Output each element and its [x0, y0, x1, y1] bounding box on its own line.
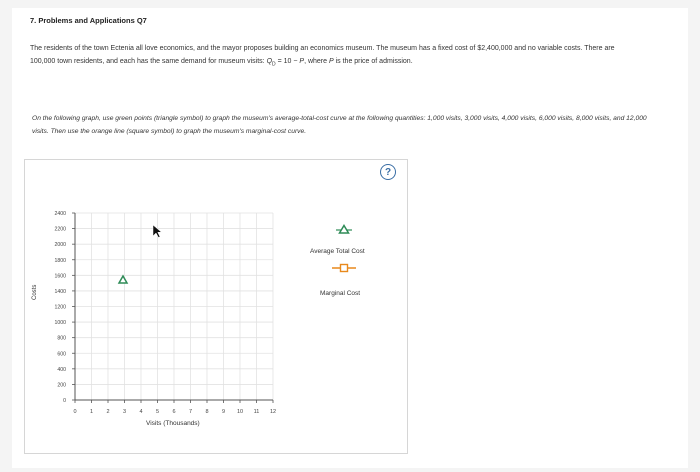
y-tick-label: 1200 [54, 304, 66, 311]
y-tick-label: 1400 [54, 288, 66, 295]
y-tick-label: 1600 [54, 273, 66, 280]
formula-rest: = 10 − [275, 58, 300, 65]
x-tick-label: 0 [73, 409, 77, 415]
formula-p: P [299, 58, 305, 65]
y-tick-label: 2400 [54, 211, 66, 217]
atc-legend-label: Average Total Cost [310, 248, 365, 255]
atc-point[interactable] [119, 276, 127, 283]
y-axis-label: Costs [32, 284, 38, 300]
formula-sub: D [272, 61, 276, 68]
x-tick-label: 6 [172, 409, 176, 415]
y-tick-label: 2200 [54, 226, 66, 233]
formula-q: Q [266, 58, 273, 65]
grid-lines [75, 213, 273, 400]
x-tick-label: 4 [139, 409, 143, 415]
y-tick-label: 1000 [54, 320, 66, 327]
mc-legend-tool[interactable] [332, 265, 356, 272]
graph-instructions: On the following graph, use green points (triangle symbol) to graph the museum's average-total-cost curve at the following quantities: 1,000 visits, 3,000 visits, 4,000 visits, 6,000 visits, 8,000 visits, and 12,000 visits. Then use the orange line (square symbol) to graph the museum's marginal-cost curve. [32, 115, 647, 135]
x-tick-label: 8 [205, 409, 209, 415]
triangle-icon[interactable] [340, 226, 349, 234]
y-tick-label: 2000 [54, 242, 66, 249]
axes [72, 213, 273, 403]
mc-legend-label: Marginal Cost [320, 290, 361, 297]
square-icon[interactable] [341, 265, 348, 272]
y-tick-label: 1800 [54, 257, 66, 264]
y-tick-label: 600 [57, 351, 66, 358]
problem-text-3: is the price of admission. [333, 58, 413, 65]
y-tick-label: 200 [57, 382, 66, 389]
problem-text-2: , where [304, 58, 329, 65]
x-tick-label: 9 [221, 409, 226, 415]
x-axis-label: Visits (Thousands) [146, 420, 200, 427]
x-tick-label: 2 [106, 409, 110, 415]
x-tick-label: 12 [269, 409, 277, 415]
problem-text-1: The residents of the town Ectenia all love economics, and the mayor proposes building an economics museum. The museum has a fixed cost of $2,400,000 and no variable costs. There are 100,000 town residents, and each has the same demand for museum visits: [30, 45, 615, 65]
x-tick-label: 11 [253, 409, 260, 415]
x-tick-label: 1 [89, 409, 94, 415]
problem-title: 7. Problems and Applications Q7 [30, 16, 147, 25]
help-icon[interactable]: ? [380, 164, 396, 180]
y-tick-label: 0 [63, 398, 66, 404]
y-tick-label: 400 [57, 366, 66, 373]
x-tick-label: 3 [122, 409, 127, 415]
x-tick-label: 10 [236, 409, 244, 415]
y-tick-label: 800 [57, 335, 66, 342]
x-tick-label: 5 [155, 409, 160, 415]
atc-legend-tool[interactable] [336, 226, 352, 234]
text-p: P [328, 58, 334, 65]
x-tick-label: 7 [188, 409, 193, 415]
